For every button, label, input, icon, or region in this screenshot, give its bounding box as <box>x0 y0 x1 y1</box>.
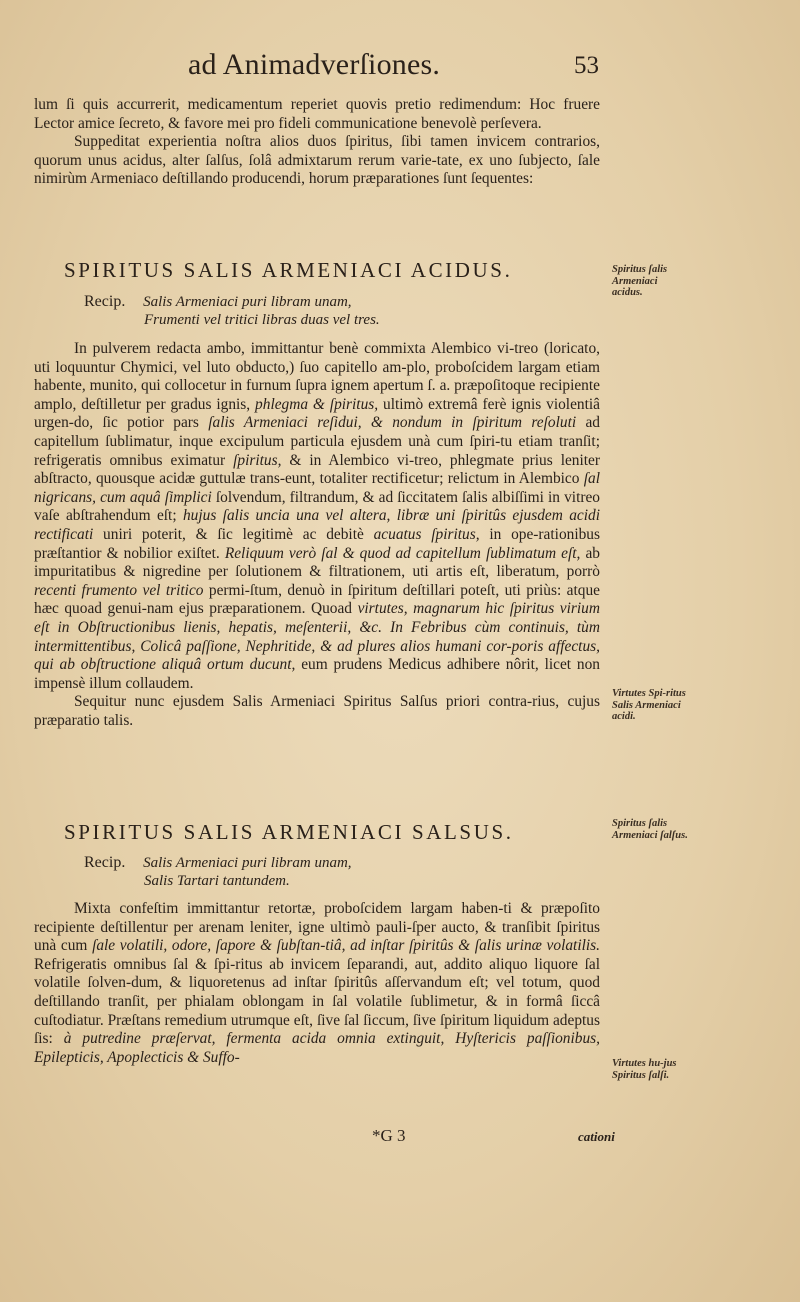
margin-note-acidus: Spiritus ſalis Armeniaci acidus. <box>612 264 668 298</box>
recipe-salsus <box>84 854 352 890</box>
recipe-ingredient-1: Salis Armeniaci puri libram unam, <box>143 855 352 871</box>
paragraph-acidus: In pulverem redacta ambo, immittantur benè commixta Alembico vi-treo (loricato, uti loquuntur Chymici, vel luto obducto,) ſuo capitello am-plo, proboſcidem largam etiam habente, munito, qui collocetur in furnum ſupra ignem apertum ſ. a. præpoſitoque recipiente amplo, deſtilletur per gradus ignis, phlegma & ſpiritus, ultimò extremâ ferè ignis violentiâ urgen-do, ſic potior pars ſalis Armeniaci reſidui, & nondum in ſpiritum reſoluti ad capitellum ſublimatur, inque excipulum particula ejusdem unà cum ſpiri-tu etiam tranſit; refrigeratis omnibus eximatur ſpiritus, & in Alembico vi-treo, phlegmate prius leniter abſtracto, quousque acidæ guttulæ trans-eunt, totaliter rectificetur; relictum in Alembico ſal nigricans, cum aquâ ſimplici ſolvendum, filtrandum, & ad ſiccitatem ſalis albiſſimi in vitreo vaſe abſtrahendum eſt; hujus ſalis uncia una vel altera, libræ uni ſpiritûs ejusdem acidi rectificati uniri poterit, & ſic legitimè ac debitè acuatus ſpiritus, in ope-rationibus præſtantior & nobilior exiſtet. Reliquum verò ſal & quod ad capitellum ſublimatum eſt, ab impuritatibus & nigredine per ſolutionem & filtrationem, uti artis eſt, liberatum, porrò recenti frumento vel tritico permi-ſtum, denuò in ſpiritum deſtillari poteſt, uti priùs: atque hæc quoad genui-nam ejus præparationem. Quoad virtutes, magnarum hic ſpiritus virium eſt in Obſtructionibus lienis, hepatis, meſenterii, &c. In Febribus cùm continuis, tùm intermittentibus, Colicâ paſſione, Nephritide, & ad plures alios humani cor-poris affectus, qui ab obſtructione aliquâ ortum ducunt, eum prudens Medicus adhibere nôrit, licet non impensè illum collaudem. <box>34 340 601 692</box>
running-title: ad Animadverſiones. <box>188 48 441 81</box>
section-heading-acidus: SPIRITUS SALIS ARMENIACI ACIDUS. <box>64 258 513 282</box>
recipe-ingredient-1: Salis Armeniaci puri libram unam, <box>143 294 352 310</box>
margin-note-salsus: Spiritus ſalis Armeniaci ſalſus. <box>612 818 688 841</box>
margin-note-virtues-acidus: Virtutes Spi-ritus Salis Armeniaci acidi. <box>612 688 686 722</box>
intro-paragraph-2: Suppeditat experientia noſtra alios duos ſpiritus, ſibi tamen invicem contrarios, quorum unus acidus, alter ſalſus, ſolâ admixtarum rerum varie-tate, ex uno ſubjecto, ſale nimirùm Armeniaco deſtillando producendi, horum præparationes ſunt ſequentes: <box>34 133 600 188</box>
transition-paragraph: Sequitur nunc ejusdem Salis Armeniaci Spiritus Salſus priori contra-rius, cujus præparatio talis. <box>34 693 600 729</box>
section-heading-salsus: SPIRITUS SALIS ARMENIACI SALSUS. <box>64 820 514 844</box>
body-acidus <box>34 340 600 730</box>
recipe-lead: Recip. <box>84 293 126 310</box>
catchword: cationi <box>578 1129 615 1144</box>
paragraph-salsus: Mixta confeſtim immittantur retortæ, proboſcidem largam haben-ti & præpoſito recipiente deſtillentur per arenam leniter, igne ultimò pauli-ſper aucto, & tranſibit ſpiritus unà cum ſale volatili, odore, ſapore & ſubſtan-tiâ, ad inſtar ſpiritûs & ſalis urinæ volatilis. Refrigeratis omnibus ſal & ſpi-ritus ab invicem ſeparandi, aut, addito aliquo liquore ſal volatile ſolven-dum, & liquoretenus ad inſtar ſpiritûs aſſervandum eſt; vel totum, quod deſtillando tranſit, per phialam oblongam in ſal volatile ſublimetur, & in formâ ſiccâ cuſtodiatur. Præſtans remedium utrumque eſt, ſive ſal ſiccum, ſive ſpiritum liquidum adeptus ſis: à putredine præſervat, fermenta acida omnia extinguit, Hyſtericis paſſionibus, Epilepticis, Apoplecticis & Suffo- <box>34 900 600 1066</box>
recipe-ingredient-2: Frumenti vel tritici libras duas vel tres. <box>144 312 380 328</box>
recipe-acidus <box>84 293 380 329</box>
page-header <box>0 48 800 88</box>
recipe-lead: Recip. <box>84 854 126 871</box>
intro-paragraph-1: lum ſi quis accurrerit, medicamentum reperiet quovis pretio redimendum: Hoc fruere Lector amice ſecreto, & favore mei pro fideli communicatione benevolè perſevera. <box>34 96 600 132</box>
recipe-ingredient-2: Salis Tartari tantundem. <box>144 873 290 889</box>
body-salsus <box>34 900 600 1067</box>
signature-mark: *G 3 <box>372 1126 406 1145</box>
page-number: 53 <box>574 52 599 79</box>
intro-text <box>34 96 600 189</box>
margin-note-virtues-salsus: Virtutes hu-jus Spiritus ſalſi. <box>612 1058 677 1081</box>
